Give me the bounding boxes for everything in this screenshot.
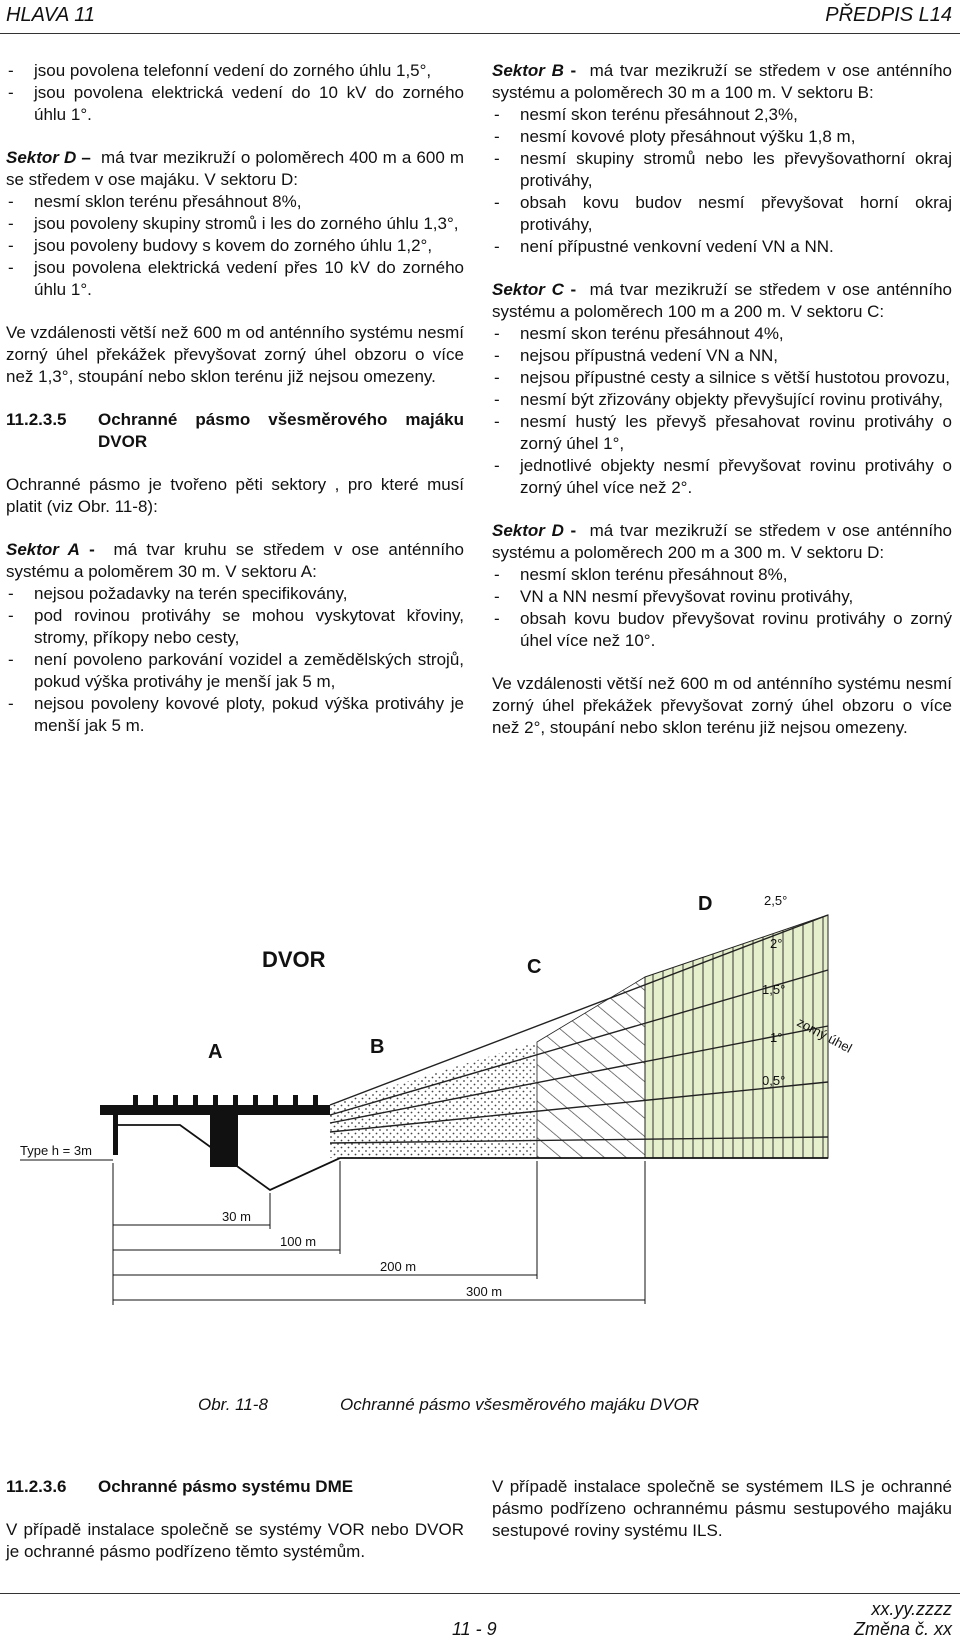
sector-c-title: Sektor C: [492, 280, 564, 299]
angle-label: 2,5°: [764, 893, 788, 908]
sector-d-label: D: [698, 893, 713, 915]
dme-paragraph: V případě instalace společně se systémy VOR nebo DVOR je ochranné pásmo podřízeno těmto systémům.: [6, 1520, 464, 1561]
list-item: - obsah kovu budov převyšovat rovinu protiváhy o zorný úhel více než 10°.: [492, 608, 952, 652]
list-item: - není přípustné venkovní vedení VN a NN.: [492, 236, 952, 258]
regulation-header: PŘEDPIS L14: [825, 4, 952, 26]
list-item: - nesmí sklon terénu přesáhnout 8%,: [492, 564, 952, 586]
sector-d-paragraph: [6, 147, 464, 191]
bottom-right: [492, 1476, 952, 1542]
sector-c-text: má tvar mezikruží se středem v ose anténního systému a poloměrech 100 m a 200 m. V sektoru C:: [492, 280, 952, 321]
sector-d2-paragraph: [492, 520, 952, 564]
distance-labels: [222, 1209, 502, 1299]
beyond-paragraph-right: Ve vzdálenosti větší než 600 m od anténního systému nesmí zorný úhel překážek převyšovat zorný úhel obzoru o více než 2°, stoupání nebo sklon terénu již nejsou omezeny.: [492, 674, 952, 737]
angle-label: 1°: [770, 1030, 783, 1045]
section-number: 11.2.3.6: [6, 1477, 67, 1496]
distance-label: 200 m: [380, 1259, 417, 1274]
list-item: - pod rovinou protiváhy se mohou vyskytovat křoviny, stromy, příkopy nebo cesty,: [6, 605, 464, 649]
beyond-paragraph: Ve vzdálenosti větší než 600 m od anténního systému nesmí zorný úhel překážek převyšovat zorný úhel obzoru o více než 1,3°, stoupání nebo sklon terénu již nejsou omezeny.: [6, 323, 464, 386]
sector-d-text: má tvar mezikruží o poloměrech 400 m a 600 m se středem v ose majáku. V sektoru D:: [6, 148, 465, 189]
list-item: - jednotlivé objekty nesmí převyšovat rovinu protiváhy o zorný úhel více než 2°.: [492, 455, 952, 499]
distance-label: 100 m: [280, 1234, 317, 1249]
distance-dimensions: [113, 1161, 645, 1305]
footer-rule: [0, 1593, 960, 1594]
list-item: - jsou povoleny skupiny stromů i les do zorného úhlu 1,3°,: [6, 213, 464, 235]
list-item: - jsou povolena telefonní vedení do zorného úhlu 1,5°,: [6, 60, 464, 82]
sector-a-list: [6, 583, 464, 737]
list-item: - nesmí kovové ploty přesáhnout výšku 1,8 m,: [492, 126, 952, 148]
page-number: 11 - 9: [452, 1619, 497, 1639]
ils-paragraph: V případě instalace společně se systémem ILS je ochranné pásmo podřízeno ochrannému pásmu sestupového majáku sestupové roviny systému ILS.: [492, 1477, 952, 1540]
distance-label: 30 m: [222, 1209, 251, 1224]
list-item: - VN a NN nesmí převyšovat rovinu protiváhy,: [492, 586, 952, 608]
sector-a-text: má tvar kruhu se středem v ose anténního systému a poloměrem 30 m. V sektoru A:: [6, 540, 464, 581]
list-item: - nesmí skon terénu přesáhnout 2,3%,: [492, 104, 952, 126]
sector-b-title: Sektor B: [492, 61, 564, 80]
sector-c-label: C: [527, 956, 542, 978]
list-item: - nejsou přípustná vedení VN a NN,: [492, 345, 952, 367]
list-item: - nesmí být zřizovány objekty převyšující rovinu protiváhy,: [492, 389, 952, 411]
angle-label: 2°: [770, 936, 783, 951]
sector-b-text: má tvar mezikruží se středem v ose anténního systému a poloměrech 30 m a 100 m. V sektoru B:: [492, 61, 952, 102]
sector-b-list: [492, 104, 952, 258]
dvor-protection-zone-figure: [0, 893, 960, 1380]
sector-d2-text: má tvar mezikruží se středem v ose anténního systému a poloměrech 200 m a 300 m. V sektoru D:: [492, 521, 952, 562]
type-height-label: Type h = 3m: [20, 1143, 92, 1158]
sector-c-area: [537, 977, 645, 1158]
title-separator: –: [76, 148, 96, 167]
section-title: Ochranné pásmo všesměrového majáku DVOR: [98, 410, 464, 451]
section-paragraph: Ochranné pásmo je tvořeno pěti sektory , pro které musí platit (viz Obr. 11-8):: [6, 475, 464, 516]
list-item: - není povoleno parkování vozidel a zemědělských strojů, pokud výška protiváhy je menší jak 5 m,: [6, 649, 464, 693]
sector-d-title: Sektor D: [6, 148, 77, 167]
angle-label: 0,5°: [762, 1073, 786, 1088]
list-item: - jsou povolena elektrická vedení do 10 kV do zorného úhlu 1°.: [6, 82, 464, 126]
sector-b-paragraph: [492, 60, 952, 104]
figure-number: Obr. 11-8: [198, 1395, 268, 1414]
figure-caption: Ochranné pásmo všesměrového majáku DVOR: [340, 1395, 700, 1414]
list-item: - nesmí skupiny stromů nebo les převyšovathorní okraj protiváhy,: [492, 148, 952, 192]
title-separator: -: [79, 540, 105, 559]
left-column: [6, 60, 464, 737]
title-separator: -: [563, 61, 583, 80]
footer-date: xx.yy.zzzz: [871, 1599, 952, 1619]
list-item: - nesmí hustý les převyš přesahovat rovinu protiváhy o zorný úhel 1°,: [492, 411, 952, 455]
sector-b-label: B: [370, 1036, 385, 1058]
title-separator: -: [563, 521, 583, 540]
dvor-label: DVOR: [262, 947, 326, 972]
section-number: 11.2.3.5: [6, 410, 67, 429]
sector-a-label: A: [208, 1041, 223, 1063]
sector-d2-list: [492, 564, 952, 652]
chapter-header: HLAVA 11: [6, 4, 95, 26]
sector-c-list: [492, 323, 952, 499]
list-item: - nesmí sklon terénu přesáhnout 8%,: [6, 191, 464, 213]
right-column: [492, 60, 952, 739]
list-item: - nejsou povoleny kovové ploty, pokud výška protiváhy je menší jak 5 m.: [6, 693, 464, 737]
sector-d-list: [6, 191, 464, 301]
footer-change: Změna č. xx: [853, 1619, 952, 1639]
list-item: - jsou povoleny budovy s kovem do zorného úhlu 1,2°,: [6, 235, 464, 257]
sector-a-paragraph: [6, 539, 464, 583]
zorny-uhel-label: zorný úhel: [794, 1014, 855, 1056]
section-title: Ochranné pásmo systému DME: [98, 1477, 354, 1496]
sector-d-lines: [645, 915, 828, 1158]
header-rule: [0, 33, 960, 34]
list-item: - nejsou přípustné cesty a silnice s větší hustotou provozu,: [492, 367, 952, 389]
intro-list: [6, 60, 464, 126]
sector-a-title: Sektor A: [6, 540, 80, 559]
sector-c-paragraph: [492, 279, 952, 323]
section-heading: [6, 1476, 464, 1498]
section-heading: [6, 409, 464, 453]
list-item: - jsou povolena elektrická vedení přes 10 kV do zorného úhlu 1°.: [6, 257, 464, 301]
title-separator: -: [563, 280, 583, 299]
list-item: - nesmí skon terénu přesáhnout 4%,: [492, 323, 952, 345]
list-item: - obsah kovu budov nesmí převyšovat horní okraj protiváhy,: [492, 192, 952, 236]
angle-label: 1,5°: [762, 982, 786, 997]
bottom-left: [6, 1476, 464, 1563]
list-item: - nejsou požadavky na terén specifikovány,: [6, 583, 464, 605]
sector-d2-title: Sektor D: [492, 521, 564, 540]
distance-label: 300 m: [466, 1284, 503, 1299]
